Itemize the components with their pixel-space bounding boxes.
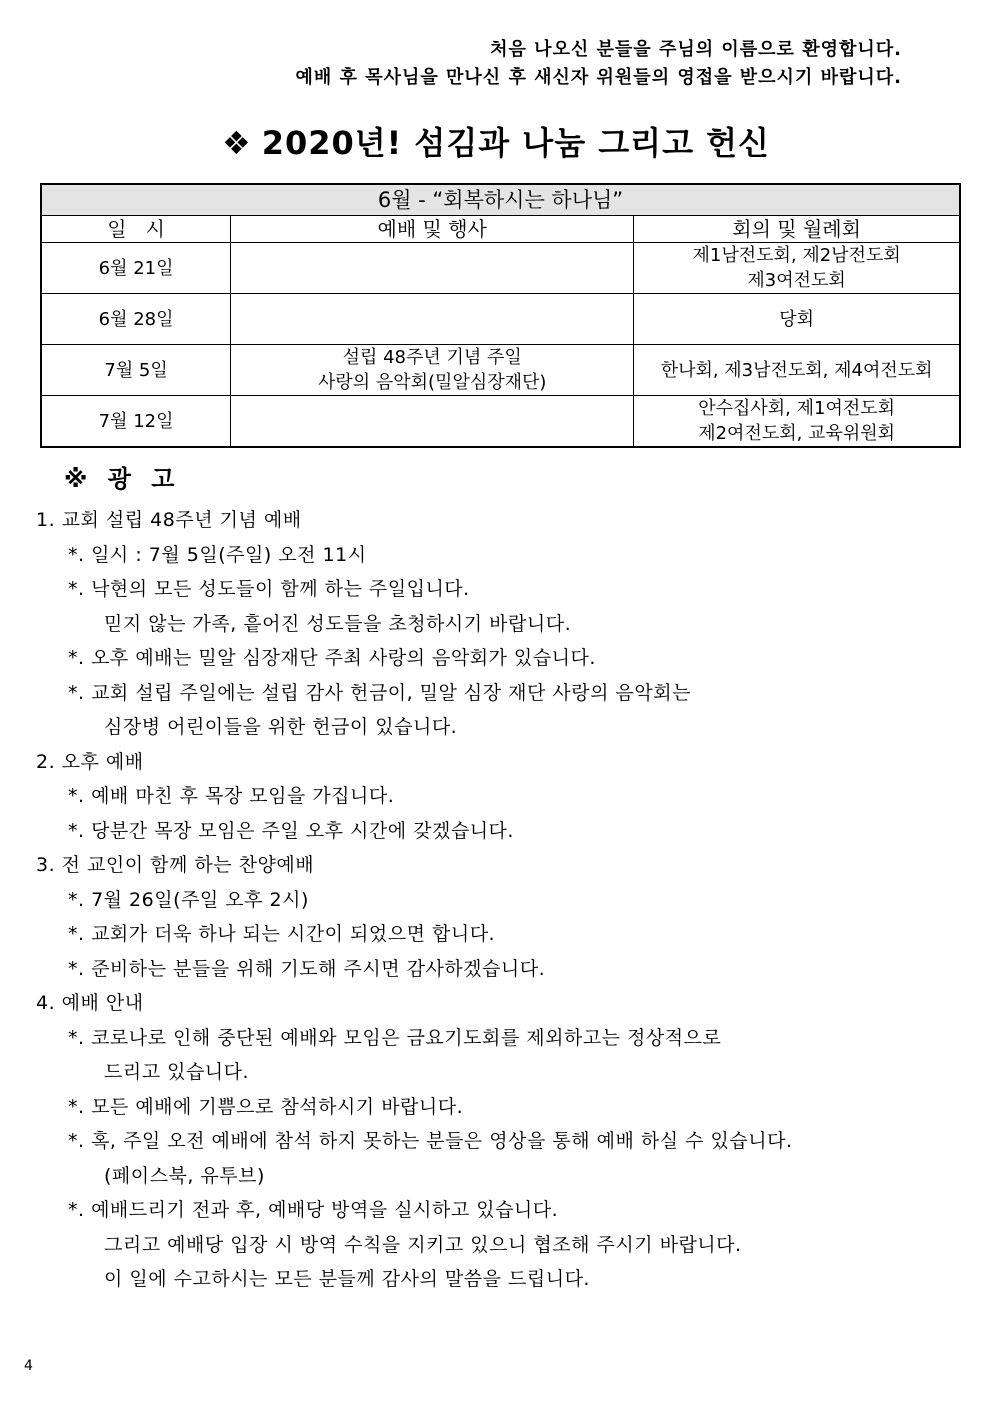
row-date: 6월 21일 [41, 243, 231, 294]
row-events [231, 294, 634, 345]
announcement-continuation: 믿지 않는 가족, 흩어진 성도들을 초청하시기 바랍니다. [104, 612, 572, 635]
diamond-ornament-icon: ❖ [222, 124, 252, 162]
row-date: 7월 12일 [41, 396, 231, 448]
announcement-bullet: *. 예배 마친 후 목장 모임을 가집니다. [68, 785, 395, 807]
page-title-text: 2020년! 섬김과 나눔 그리고 헌신 [261, 124, 770, 162]
announcement-bullet: *. 모든 예배에 기쁨으로 참석하시기 바랍니다. [68, 1095, 464, 1118]
announcement-bullet: *. 교회가 더욱 하나 되는 시간이 되었으면 합니다. [68, 923, 496, 945]
schedule-table [40, 183, 961, 448]
table-row [41, 345, 960, 396]
announcement-continuation: 드리고 있습니다. [104, 1061, 250, 1083]
announcement-continuation: 이 일에 수고하시는 모든 분들께 감사의 말씀을 드립니다. [104, 1268, 590, 1290]
row-meetings [634, 396, 960, 448]
announcement-item [36, 848, 966, 986]
row-events [231, 243, 634, 294]
header-events: 예배 및 행사 [231, 216, 634, 243]
announcement-continuation: (페이스북, 유투브) [104, 1164, 265, 1187]
row-meetings [634, 243, 960, 294]
event-line: 설립 48주년 기념 주일 [342, 347, 522, 368]
row-events [231, 396, 634, 448]
header-meetings: 회의 및 월례회 [634, 216, 960, 243]
announcement-title: 4. 예배 안내 [36, 992, 144, 1014]
announcement-title: 1. 교회 설립 48주년 기념 예배 [36, 509, 302, 531]
announcements-list [36, 503, 966, 1297]
meeting-line: 제3여전도회 [747, 270, 846, 291]
announcement-bullet: *. 교회 설립 주일에는 설립 감사 헌금이, 밀알 심장 재단 사랑의 음악회는 [68, 681, 691, 704]
row-meetings [634, 345, 960, 396]
announcement-bullet: *. 오후 예배는 밀알 심장재단 주최 사랑의 음악회가 있습니다. [68, 647, 596, 669]
schedule-month-row [41, 184, 960, 216]
schedule-month-title: 6월 - “회복하시는 하나님” [41, 184, 960, 216]
announcement-bullet: *. 낙현의 모든 성도들이 함께 하는 주일입니다. [68, 578, 470, 600]
announcement-bullet: *. 코로나로 인해 중단된 예배와 모임은 금요기도회를 제외하고는 정상적으로 [68, 1026, 722, 1049]
announcement-item [36, 503, 966, 745]
row-events [231, 345, 634, 396]
table-row [41, 396, 960, 448]
welcome-line-2: 예배 후 목사님을 만나신 후 새신자 위원들의 영접을 받으시기 바랍니다. [295, 67, 902, 88]
announcement-bullet: *. 7월 26일(주일 오후 2시) [68, 888, 309, 911]
welcome-line-1: 처음 나오신 분들을 주님의 이름으로 환영합니다. [490, 39, 902, 60]
event-line: 사랑의 음악회(밀알심장재단) [317, 372, 547, 393]
table-row [41, 294, 960, 345]
row-date: 6월 28일 [41, 294, 231, 345]
meeting-line: 제1남전도회, 제2남전도회 [692, 245, 901, 266]
announcement-bullet: *. 당분간 목장 모임은 주일 오후 시간에 갖겠습니다. [68, 819, 514, 842]
meeting-line: 당회 [779, 308, 814, 330]
welcome-message [296, 36, 903, 92]
announcement-item [36, 986, 966, 1297]
announcement-bullet: *. 혹, 주일 오전 예배에 참석 하지 못하는 분들은 영상을 통해 예배 하실 수 있습니다. [68, 1130, 793, 1152]
meeting-line: 한나회, 제3남전도회, 제4여전도회 [660, 359, 933, 381]
page-title [0, 118, 992, 164]
row-meetings [634, 294, 960, 345]
announcement-continuation: 그리고 예배당 입장 시 방역 수칙을 지키고 있으니 협조해 주시기 바랍니다. [104, 1233, 742, 1256]
announcement-bullet: *. 준비하는 분들을 위해 기도해 주시면 감사하겠습니다. [68, 957, 546, 980]
announcement-bullet: *. 일시 : 7월 5일(주일) 오전 11시 [68, 543, 367, 566]
announcement-title: 2. 오후 예배 [36, 750, 144, 773]
announcement-bullet: *. 예배드리기 전과 후, 예배당 방역을 실시하고 있습니다. [68, 1199, 559, 1221]
row-date: 7월 5일 [41, 345, 231, 396]
meeting-line: 제2여전도회, 교육위원회 [698, 423, 895, 444]
schedule-header-row [41, 216, 960, 243]
header-date: 일 시 [41, 216, 231, 243]
announcement-item [36, 745, 966, 849]
table-row [41, 243, 960, 294]
announcement-title: 3. 전 교인이 함께 하는 찬양예배 [36, 854, 315, 876]
announcements-header: ※ 광 고 [64, 465, 181, 493]
meeting-line: 안수집사회, 제1여전도회 [698, 398, 895, 419]
announcement-continuation: 심장병 어린이들을 위한 헌금이 있습니다. [104, 716, 458, 738]
page-number: 4 [24, 1358, 33, 1374]
